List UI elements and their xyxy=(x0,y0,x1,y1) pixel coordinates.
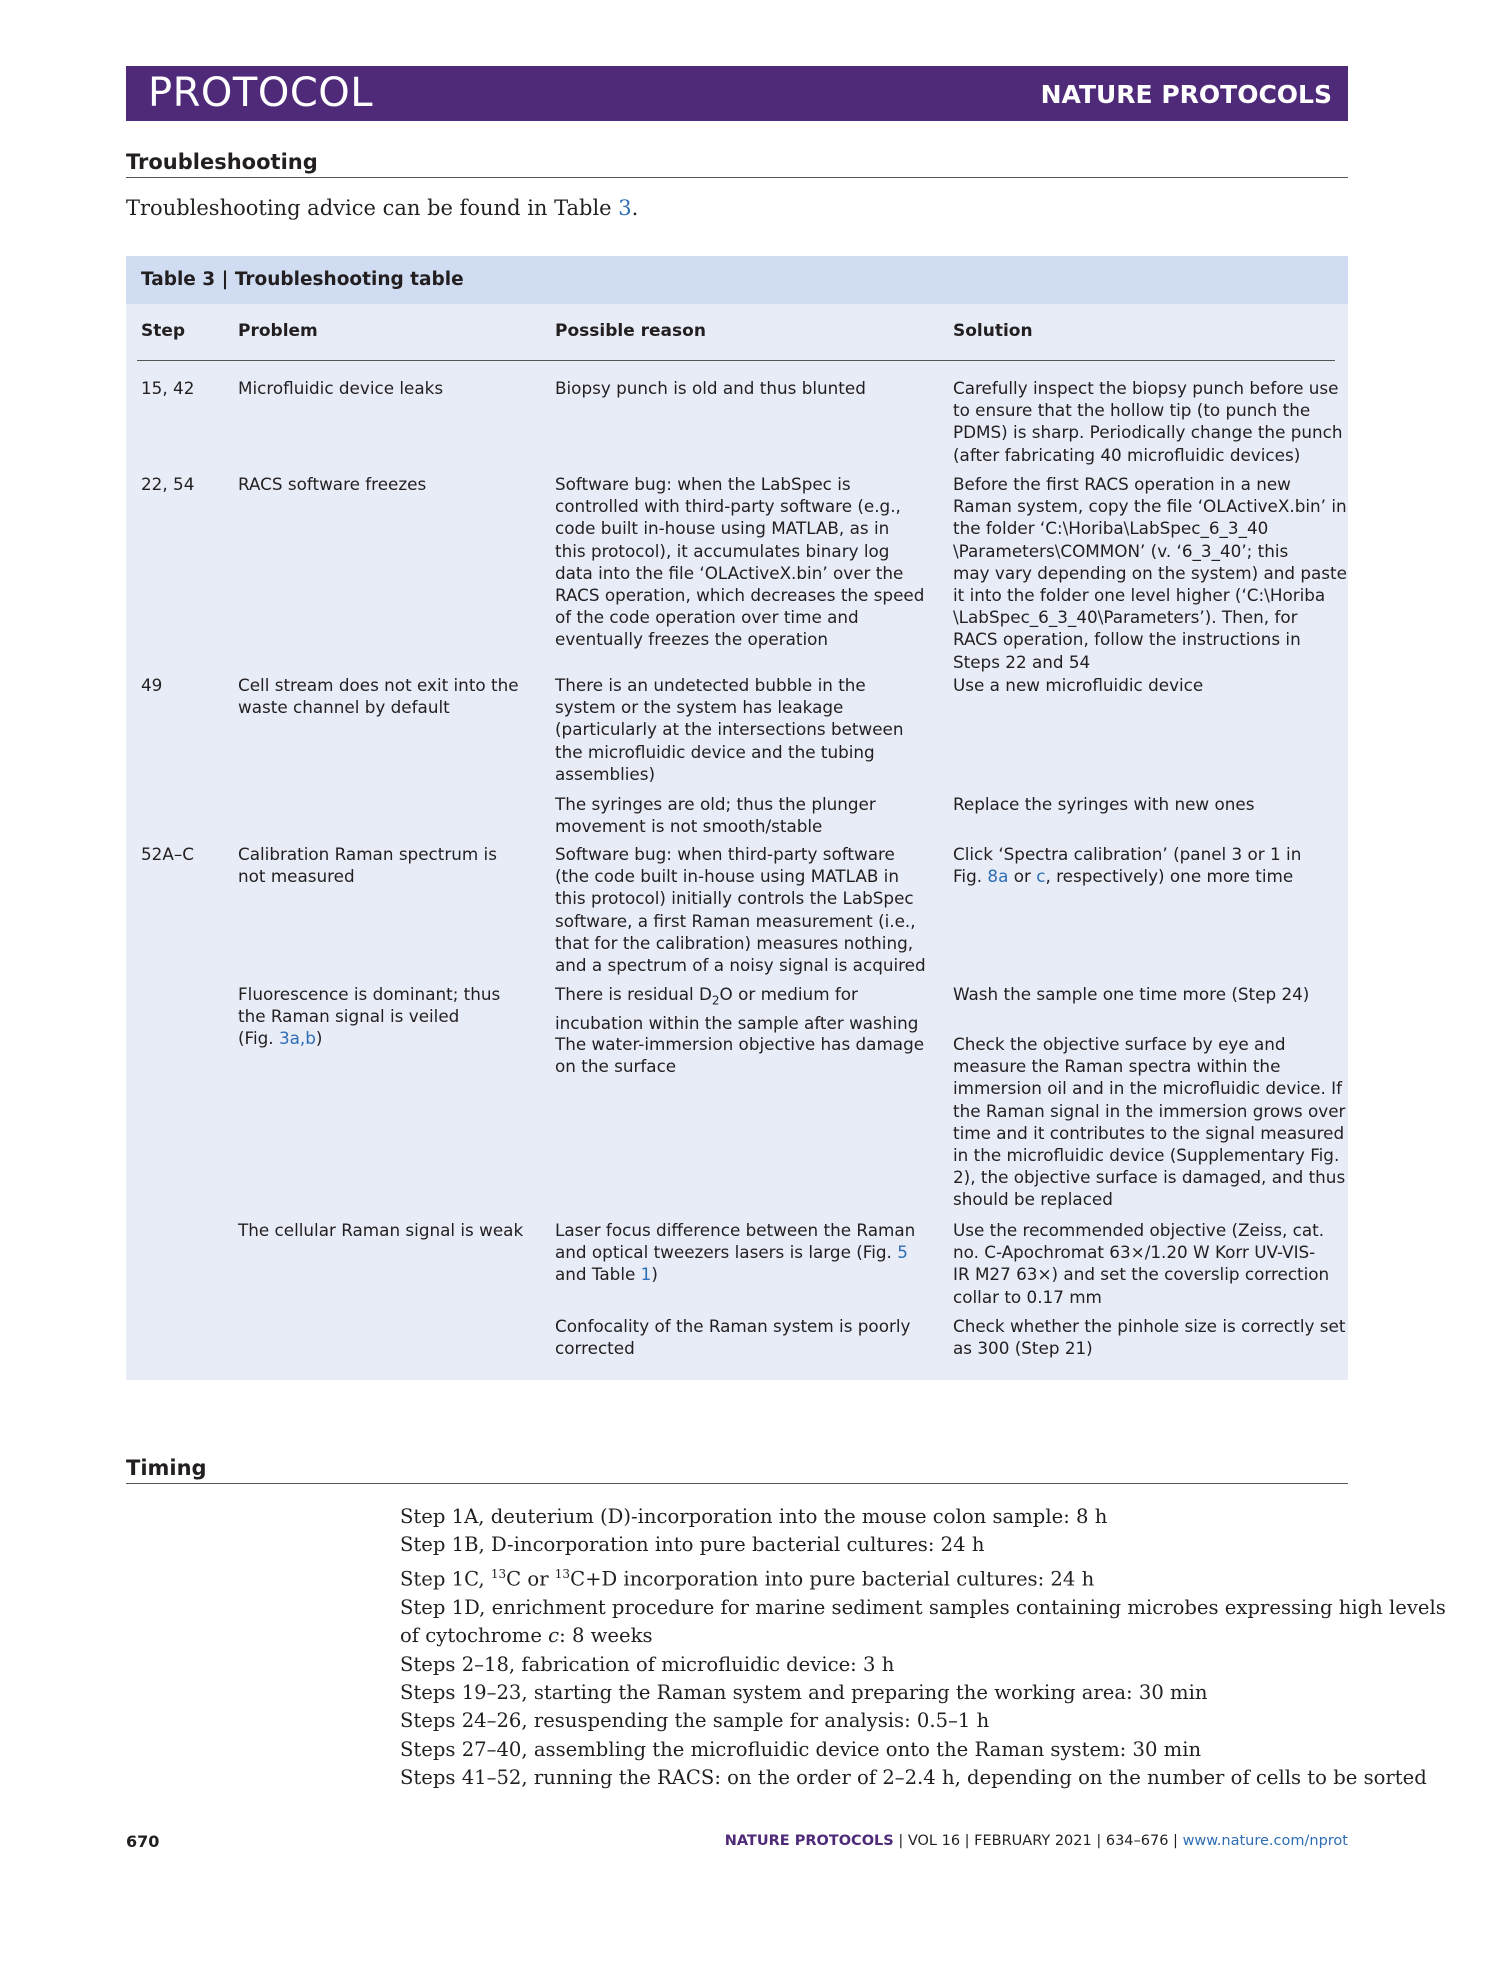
row6-reason: Laser focus difference between the Raman and optical tweezers lasers is large (Fig. 5 and Table 1) xyxy=(555,1220,916,1285)
row4-solution: Click ‘Spectra calibration’ (panel 3 or 1 in Fig. 8a or c, respectively) one more time xyxy=(953,844,1302,887)
timing-line: Steps 24–26, resuspending the sample for analysis: 0.5–1 h xyxy=(400,1709,990,1733)
row2-problem: RACS software freezes xyxy=(238,474,427,494)
row6b-solution: Check whether the pinhole size is correctly set as 300 (Step 21) xyxy=(953,1316,1346,1359)
table-1-link[interactable]: 1 xyxy=(640,1264,652,1285)
fig-3ab-link[interactable]: 3a,b xyxy=(278,1028,316,1049)
row1-problem: Microfluidic device leaks xyxy=(238,378,444,398)
fig-5-link[interactable]: 5 xyxy=(897,1242,908,1263)
row2-reason: Software bug: when the LabSpec is controlled with third-party software (e.g., code built in-house using MATLAB, as in this protocol), it accumulates binary log data into the file ‘OLActiveX.bin’ over the RACS operation, which decreases the speed of the code operation over time and eventually freezes the operation xyxy=(555,474,925,650)
troubleshooting-heading: Troubleshooting xyxy=(126,150,1348,178)
article-type-label: PROTOCOL xyxy=(148,70,374,116)
row3-step: 49 xyxy=(141,675,163,695)
timing-heading: Timing xyxy=(126,1456,1348,1484)
fig-8a-link[interactable]: 8a xyxy=(987,866,1009,887)
row3b-reason: The syringes are old; thus the plunger movement is not smooth/stable xyxy=(555,794,876,837)
troubleshooting-table xyxy=(126,256,1348,1380)
column-header-step: Step xyxy=(141,321,186,341)
row3-reason: There is an undetected bubble in the system or the system has leakage (particularly at the intersections between the microfluidic device and the tubing assemblies) xyxy=(555,675,904,784)
row3-solution: Use a new microfluidic device xyxy=(953,675,1204,695)
row1-solution: Carefully inspect the biopsy punch before use to ensure that the hollow tip (to punch the PDMS) is sharp. Periodically change the punch (after fabricating 40 microfluidic devices) xyxy=(953,378,1343,465)
timing-line: Step 1D, enrichment procedure for marine sediment samples containing microbes expressing high levels xyxy=(400,1595,1446,1619)
column-header-reason: Possible reason xyxy=(555,321,706,341)
column-header-solution: Solution xyxy=(953,321,1033,341)
timing-line: Steps 19–23, starting the Raman system and preparing the working area: 30 min xyxy=(400,1680,1208,1704)
row1-reason: Biopsy punch is old and thus blunted xyxy=(555,378,866,398)
row1-step: 15, 42 xyxy=(141,378,195,398)
table-caption: Table 3 | Troubleshooting table xyxy=(126,256,1348,304)
troubleshooting-intro: Troubleshooting advice can be found in Table 3. xyxy=(126,196,639,220)
row3-problem: Cell stream does not exit into the waste channel by default xyxy=(238,675,519,718)
timing-line: Steps 41–52, running the RACS: on the order of 2–2.4 h, depending on the number of cells to be sorted xyxy=(400,1766,1427,1790)
row2-solution: Before the first RACS operation in a new Raman system, copy the file ‘OLActiveX.bin’ in the folder ‘C:\Horiba\LabSpec_6_3_40 \Parameters\COMMON’ (v. ‘6_3_40’; this may vary depending on the system) and paste it into the folder one level higher (‘C:\Horiba \LabSpec_6_3_40\Parameters’). Then, for RACS operation, follow the instructions in Steps 22 and 54 xyxy=(953,474,1347,672)
fig-8c-link[interactable]: c xyxy=(1036,866,1046,887)
row4-reason: Software bug: when third-party software (the code built in-house using MATLAB in this protocol) initially controls the LabSpec software, a first Raman measurement (i.e., that for the calibration) measures nothing, and a spectrum of a noisy signal is acquired xyxy=(555,844,926,976)
footer-citation: NATURE PROTOCOLS | VOL 16 | FEBRUARY 2021 | 634–676 | www.nature.com/nprot xyxy=(724,1833,1348,1849)
timing-line: Steps 2–18, fabrication of microfluidic device: 3 h xyxy=(400,1652,895,1676)
timing-line: of cytochrome c: 8 weeks xyxy=(400,1624,653,1648)
journal-url-link[interactable]: www.nature.com/nprot xyxy=(1182,1833,1348,1849)
row5b-reason: The water-immersion objective has damage on the surface xyxy=(555,1034,925,1077)
row4-step: 52A–C xyxy=(141,844,194,864)
timing-line: Step 1A, deuterium (D)-incorporation into the mouse colon sample: 8 h xyxy=(400,1505,1108,1528)
journal-name-label: NATURE PROTOCOLS xyxy=(1040,80,1332,109)
page-number: 670 xyxy=(126,1832,160,1851)
row5-problem: Fluorescence is dominant; thus the Raman signal is veiled (Fig. 3a,b) xyxy=(238,984,501,1049)
timing-list xyxy=(400,1503,1446,1793)
header-divider xyxy=(137,360,1335,361)
timing-line: Steps 27–40, assembling the microfluidic device onto the Raman system: 30 min xyxy=(400,1737,1202,1761)
row2-step: 22, 54 xyxy=(141,474,195,494)
row3b-solution: Replace the syringes with new ones xyxy=(953,794,1255,814)
timing-line: Step 1C, $^{13}$C or $^{13}$C+D incorporation into pure bacterial cultures: 24 h xyxy=(400,1566,1095,1591)
row5-solution: Wash the sample one time more (Step 24) xyxy=(953,984,1310,1004)
row6-solution: Use the recommended objective (Zeiss, cat. no. C-Apochromat 63×/1.20 W Korr UV-VIS- IR M27 63×) and set the coverslip correction collar to 0.17 mm xyxy=(953,1220,1330,1307)
row6-problem: The cellular Raman signal is weak xyxy=(238,1220,524,1240)
row5b-solution: Check the objective surface by eye and measure the Raman spectra within the immersion oil and in the microfluidic device. If the Raman signal in the immersion grows over time and it contributes to the signal measured in the microfluidic device (Supplementary Fig. 2), the objective surface is damaged, and thus should be replaced xyxy=(953,1034,1346,1210)
journal-banner xyxy=(126,66,1348,121)
table-3-link[interactable]: 3 xyxy=(618,196,632,220)
timing-line: Step 1B, D-incorporation into pure bacterial cultures: 24 h xyxy=(400,1533,985,1557)
row5-reason: There is residual $D_2O$ or medium for incubation within the sample after washing xyxy=(555,984,919,1033)
column-header-problem: Problem xyxy=(238,321,318,341)
row6b-reason: Confocality of the Raman system is poorly corrected xyxy=(555,1316,911,1359)
row4-problem: Calibration Raman spectrum is not measured xyxy=(238,844,497,887)
